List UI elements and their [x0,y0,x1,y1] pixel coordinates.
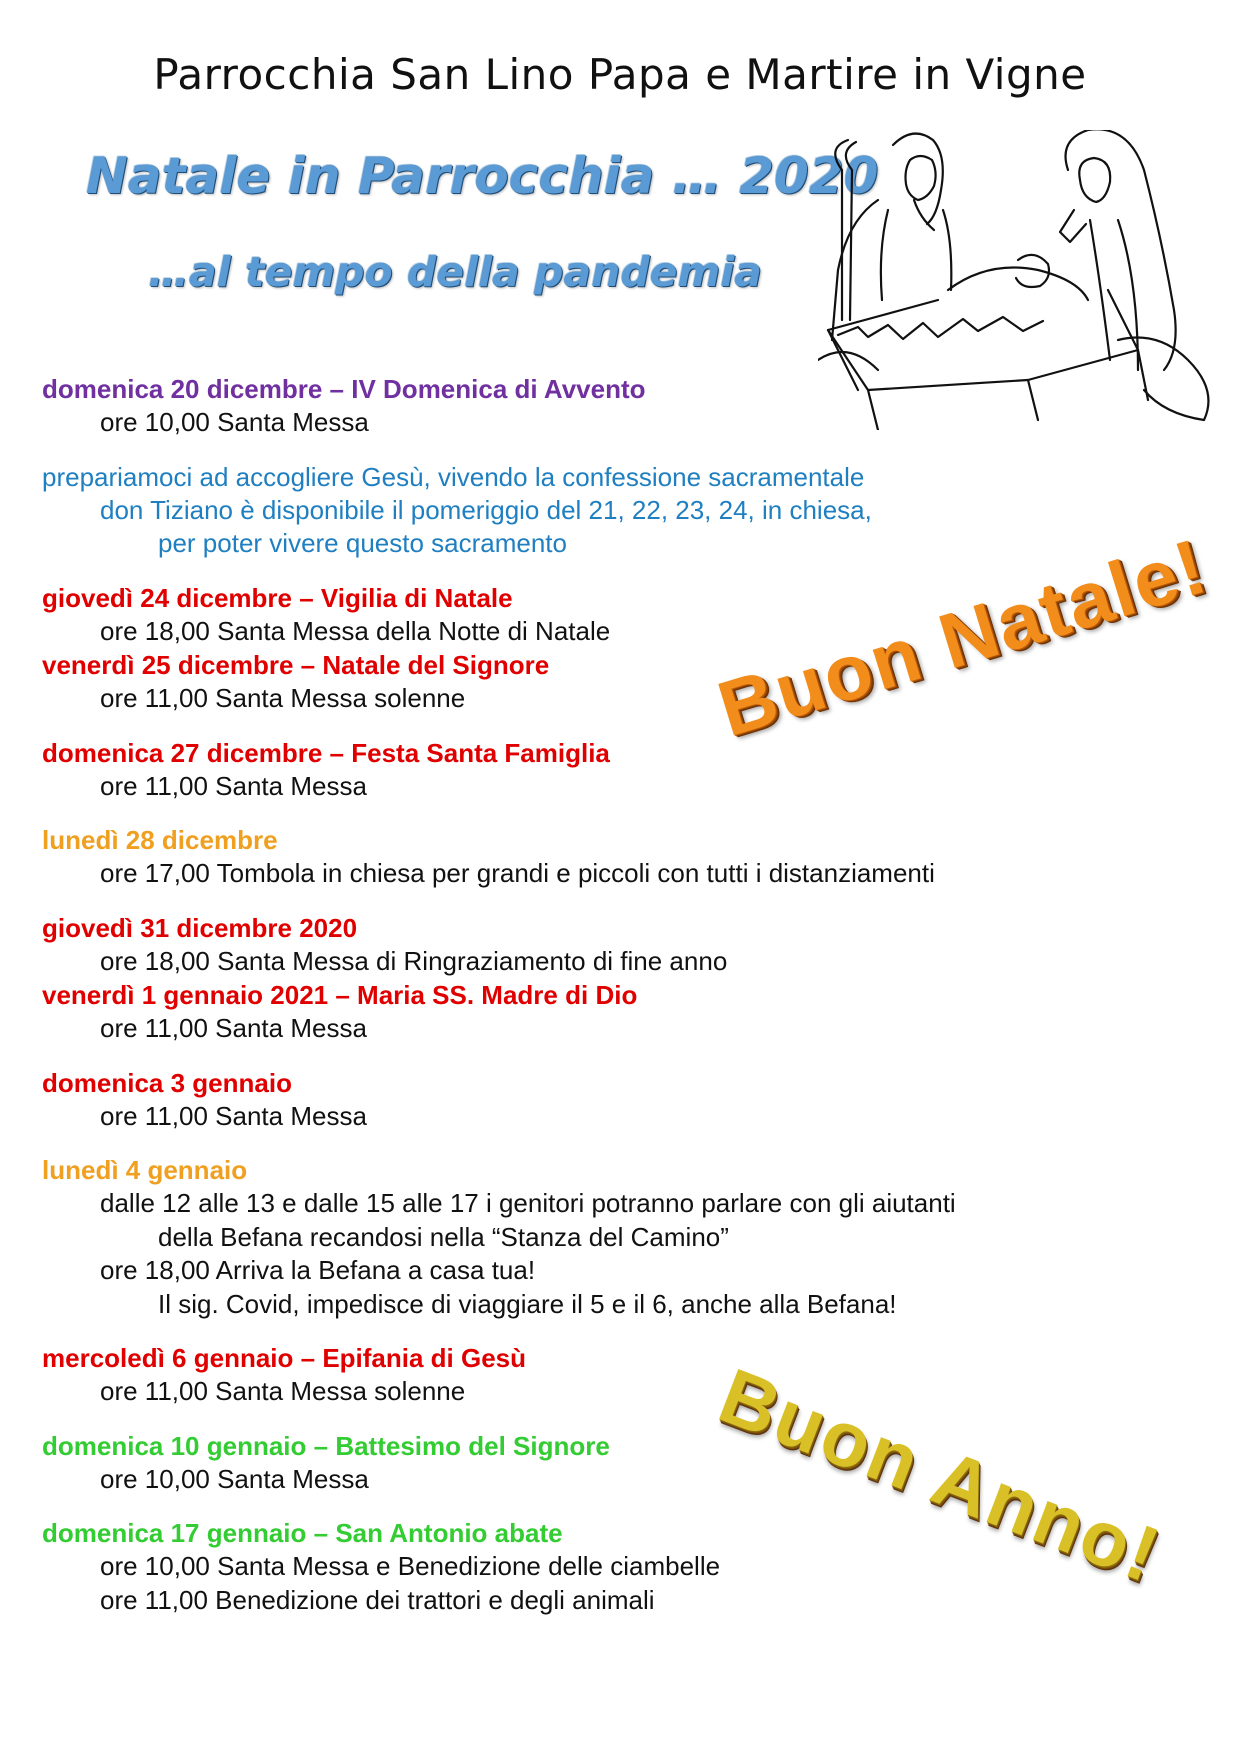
event-title: giovedì 24 dicembre – Vigilia di Natale [42,582,513,613]
parish-name: Parrocchia San Lino Papa e Martire in Vigne [153,50,1087,99]
event-detail: ore 18,00 Santa Messa della Notte di Natale [100,615,611,646]
confession-note [42,460,1142,561]
event-item [42,736,1142,804]
event-detail: ore 18,00 Arriva la Befana a casa tua! [100,1255,536,1285]
event-detail: ore 11,00 Santa Messa solenne [100,683,466,713]
event-detail: ore 10,00 Santa Messa [100,1463,369,1494]
event-detail: Il sig. Covid, impedisce di viaggiare il 5 e il 6, anche alla Befana! [158,1288,897,1319]
event-title: domenica 3 gennaio [42,1067,292,1098]
event-item [42,1066,1142,1134]
event-detail: ore 11,00 Santa Messa [100,770,367,801]
buon-anno-wordart: Buon Anno! [708,1350,1173,1600]
event-item [42,911,1142,979]
event-detail: dalle 12 alle 13 e dalle 15 alle 17 i genitori potranno parlare con gli aiutanti [100,1188,956,1218]
event-detail: don Tiziano è disponibile il pomeriggio del 21, 22, 23, 24, in chiesa, [100,494,872,525]
event-title: domenica 17 gennaio – San Antonio abate [42,1518,563,1548]
event-title: domenica 20 dicembre – IV Domenica di Avvento [42,374,646,404]
event-item [42,978,1142,1046]
event-detail: ore 11,00 Santa Messa [100,1013,367,1043]
event-title: lunedì 28 dicembre [42,825,278,855]
event-title: venerdì 25 dicembre – Natale del Signore [42,650,550,680]
event-title: prepariamoci ad accogliere Gesù, vivendo la confessione sacramentale [42,461,865,492]
event-detail: ore 17,00 Tombola in chiesa per grandi e piccoli con tutti i distanziamenti [100,858,935,888]
event-detail: ore 18,00 Santa Messa di Ringraziamento di fine anno [100,945,728,976]
event-detail: ore 11,00 Santa Messa [100,1100,367,1131]
event-detail: per poter vivere questo sacramento [158,528,567,558]
event-detail: ore 11,00 Benedizione dei trattori e degli animali [100,1584,655,1615]
event-detail: ore 10,00 Santa Messa [100,407,369,437]
event-item [42,1341,1142,1409]
event-title: venerdì 1 gennaio 2021 – Maria SS. Madre di Dio [42,980,638,1010]
event-title: lunedì 4 gennaio [42,1155,248,1185]
event-title: domenica 10 gennaio – Battesimo del Signore [42,1430,610,1461]
event-item [42,372,1142,440]
buon-natale-wordart: Buon Natale! [708,521,1217,754]
event-item [42,823,1142,891]
event-title: mercoledì 6 gennaio – Epifania di Gesù [42,1343,527,1373]
page-title: Natale in Parrocchia … 2020 [86,147,879,205]
event-detail: ore 10,00 Santa Messa e Benedizione delle ciambelle [100,1551,721,1581]
event-detail: ore 11,00 Santa Messa solenne [100,1376,466,1406]
event-detail: della Befana recandosi nella “Stanza del Camino” [158,1221,729,1252]
event-item [42,1153,1142,1321]
page-subtitle: …al tempo della pandemia [148,248,762,296]
event-title: giovedì 31 dicembre 2020 [42,912,358,943]
event-title: domenica 27 dicembre – Festa Santa Famiglia [42,737,610,768]
